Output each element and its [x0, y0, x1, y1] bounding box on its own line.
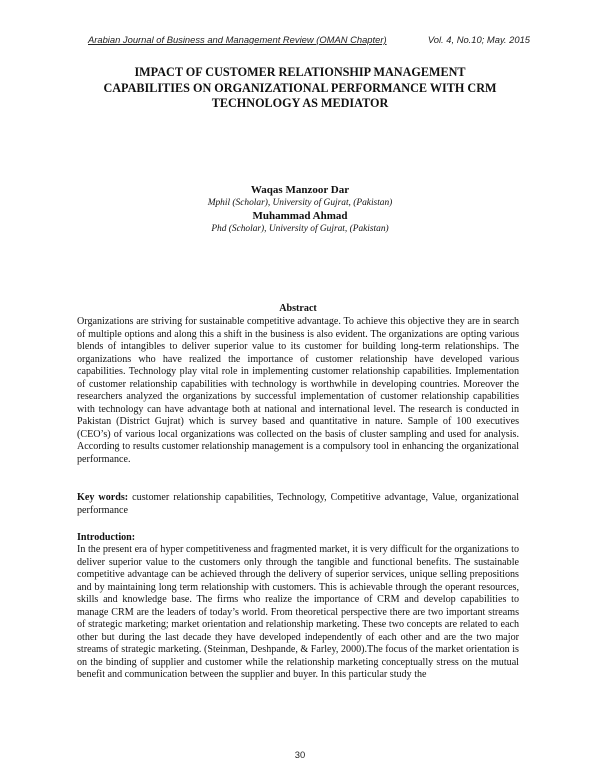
- author-name: Muhammad Ahmad: [252, 210, 348, 222]
- author-affiliation: Phd (Scholar), University of Gujrat, (Pakistan): [211, 224, 389, 234]
- abstract-body: Organizations are striving for sustainable competitive advantage. To achieve this objective they are in search of multiple options and along this a shift in the business is also evident. The organizations are opting various blends of intangibles to deliver superior value to its customer for building long-term relationships. The organizations who have realized the importance of customer relationship have developed various capabilities. Technology play vital role in implementing customer relationship capabilities. Implementation of customer relationship capabilities with technology is worthwhile in developing countries. Moreover the researchers analyzed the organizations by successful implementation of customer relationship capabilities with technology can have advantage both at national and international level. The research is conducted in Pakistan (District Gujrat) which is survey based and quantitative in nature. Sample of 100 executives (CEO’s) of various local organizations was collected on the basis of cluster sampling and used for analysis. According to results customer relationship management is a compulsory tool in enhancing the organizational performance.: [77, 316, 519, 465]
- introduction-body: In the present era of hyper competitiveness and fragmented market, it is very difficult for the organizations to deliver superior value to the customers only through the tangible and functional benefits. The sustainable competitive advantage can be achieved through the delivery of superior services, unique selling prepositions and by maintaining long term relationship with customers. This is achievable through the operant resources, skills and knowledge base. The firms who realize the importance of CRM and develop capabilities to manage CRM are the leaders of today’s world. From theoretical perspective there are two important streams of strategic marketing; market orientation and relationship marketing. These two concepts are related to each other but during the last decade they have developed independently of each other and are the two major streams of strategic marketing. (Steinman, Deshpande, & Farley, 2000).The focus of the market orientation is on the binding of supplier and customer while the relationship marketing conceptually stress on the mutual benefit and communication between the supplier and buyer. In this particular study the: [77, 544, 519, 680]
- keywords-text: customer relationship capabilities, Technology, Competitive advantage, Value, organizational performance: [77, 492, 519, 516]
- keywords: [77, 492, 519, 517]
- author-block: [95, 183, 505, 235]
- introduction-heading: Introduction:: [77, 532, 136, 543]
- page-number: 30: [294, 749, 306, 760]
- keywords-label: Key words:: [77, 492, 129, 503]
- journal-issue: Vol. 4, No.10; May. 2015: [427, 34, 530, 45]
- running-header: [88, 34, 530, 45]
- author-affiliation: Mphil (Scholar), University of Gujrat, (Pakistan): [207, 198, 393, 208]
- paper-title: IMPACT OF CUSTOMER RELATIONSHIP MANAGEMENT CAPABILITIES ON ORGANIZATIONAL PERFORMANCE WITH CRM TECHNOLOGY AS MEDIATOR: [103, 65, 497, 110]
- journal-name: Arabian Journal of Business and Management Review (OMAN Chapter): [88, 34, 387, 45]
- abstract-heading: Abstract: [279, 303, 317, 314]
- author-name: Waqas Manzoor Dar: [250, 184, 350, 196]
